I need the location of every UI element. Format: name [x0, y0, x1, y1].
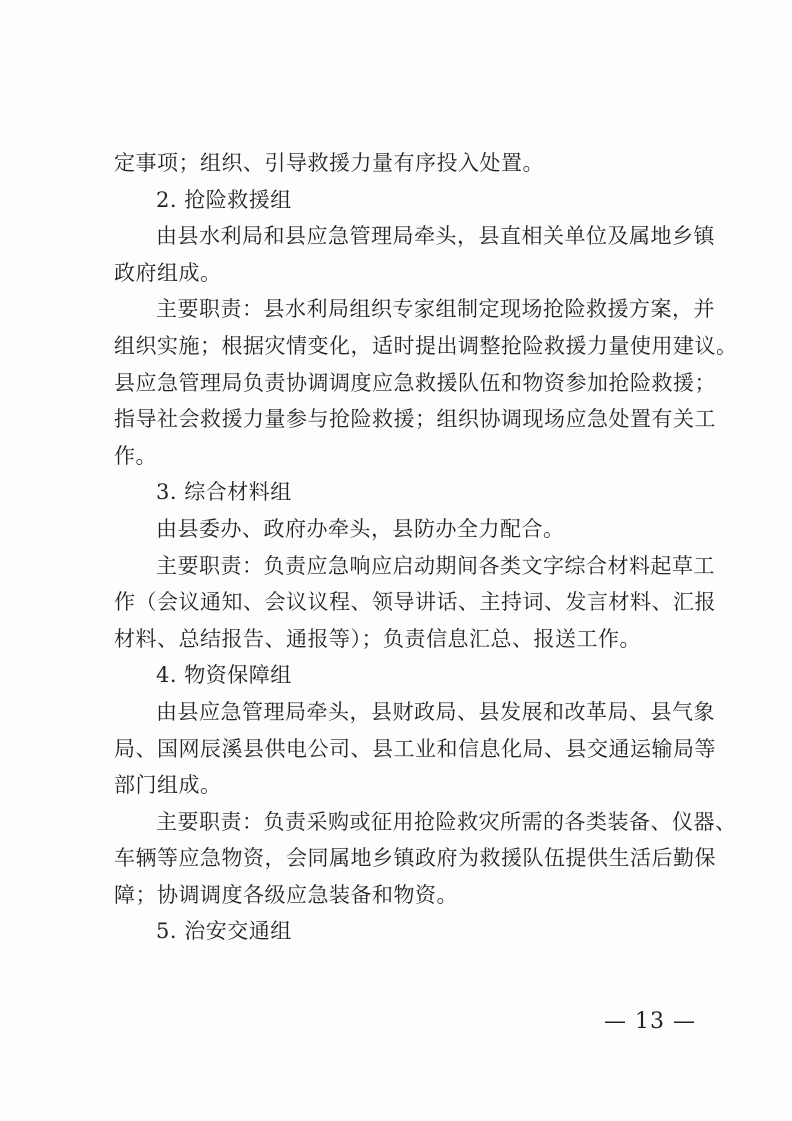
section-heading-security-traffic: 5. 治安交通组 [156, 919, 292, 944]
section-heading-supplies: 4. 物资保障组 [156, 663, 292, 688]
body-line: 指导社会救援力量参与抢险救援；组织协调现场应急处置有关工 [114, 407, 716, 432]
section-heading-rescue: 2. 抢险救援组 [156, 187, 292, 212]
body-line: 主要职责：县水利局组织专家组制定现场抢险救援方案，并 [156, 297, 715, 322]
body-line: 车辆等应急物资，会同属地乡镇政府为救援队伍提供生活后勤保 [114, 846, 716, 871]
body-line: 作。 [114, 443, 157, 468]
body-line: 由县委办、政府办牵头，县防办全力配合。 [156, 516, 565, 541]
body-line: 局、国网辰溪县供电公司、县工业和信息化局、县交通运输局等 [114, 736, 716, 761]
body-line: 组织实施；根据灾情变化，适时提出调整抢险救援力量使用建议。 [114, 333, 738, 358]
body-line: 由县水利局和县应急管理局牵头，县直相关单位及属地乡镇 [156, 224, 715, 249]
body-line: 材料、总结报告、通报等）；负责信息汇总、报送工作。 [114, 626, 641, 651]
body-line: 主要职责：负责采购或征用抢险救灾所需的各类装备、仪器、 [156, 809, 737, 834]
body-line: 作（会议通知、会议议程、领导讲话、主持词、发言材料、汇报 [114, 590, 716, 615]
body-line: 主要职责：负责应急响应启动期间各类文字综合材料起草工 [156, 553, 715, 578]
body-line: 政府组成。 [114, 260, 222, 285]
body-line: 由县应急管理局牵头，县财政局、县发展和改革局、县气象 [156, 699, 715, 724]
section-heading-materials: 3. 综合材料组 [156, 480, 292, 505]
body-line: 县应急管理局负责协调调度应急救援队伍和物资参加抢险救援； [114, 370, 716, 395]
document-body [114, 145, 738, 950]
body-line: 部门组成。 [114, 773, 222, 798]
body-line: 定事项；组织、引导救援力量有序投入处置。 [114, 151, 544, 175]
body-line: 障；协调调度各级应急装备和物资。 [114, 882, 458, 907]
page-number: — 13 — [604, 1009, 696, 1034]
